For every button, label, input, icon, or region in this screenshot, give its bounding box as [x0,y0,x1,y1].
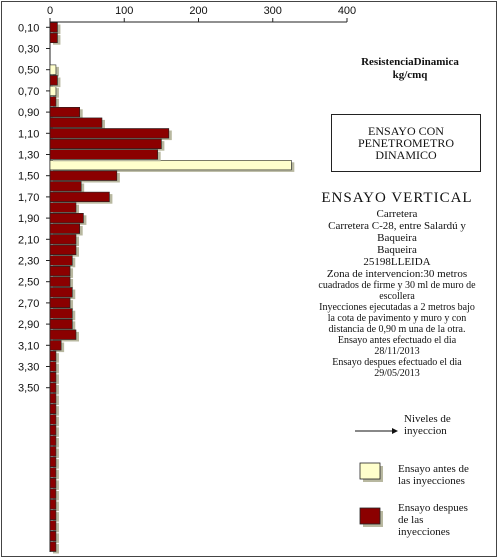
x-tick-label: 0 [46,5,54,17]
y-tick-label: 3,30 [18,361,40,374]
legend-arrow-line-2: inyeccion [404,425,447,437]
legend-after-label [398,502,468,538]
after-bar [50,436,56,446]
info-line: Carretera C-28, entre Salardú y [328,220,466,232]
after-bar [50,76,57,86]
after-bar [50,139,161,149]
before-bar [50,160,291,170]
info-line: Baqueira [377,232,417,244]
x-tick-label: 200 [189,5,208,17]
legend-before-swatch [360,463,380,479]
y-tick-label: 1,30 [18,149,40,162]
y-tick-label: 2,30 [18,255,40,268]
after-bar [50,192,109,202]
series-after-bars [50,23,172,554]
legend-after-swatch [360,508,380,524]
after-bar [50,319,72,329]
y-tick-label: 0,30 [18,43,40,56]
y-tick-label: 0,90 [18,107,40,120]
title-line-2: PENETROMETRO [358,136,454,150]
after-bar [50,521,56,531]
after-bar [50,510,56,520]
after-bar [50,542,56,552]
info-line: cuadrados de firme y 30 ml de muro de [318,280,476,291]
after-bar [50,129,169,139]
after-bar [50,362,56,372]
info-line: Zona de intervencion:30 metros [326,268,468,280]
info-heading: ENSAYO VERTICAL [321,190,473,206]
y-tick-label: 2,90 [18,319,40,332]
after-bar [50,531,56,541]
info-line: Ensayo despues efectuado el dia [332,357,462,368]
y-tick-label: 1,90 [18,213,40,226]
after-bar [50,383,56,393]
after-bar [50,415,56,425]
info-line: la cota de pavimento y muro y con [327,313,467,324]
after-bar [50,309,72,319]
after-bar [50,404,56,414]
info-line: 25198LLEIDA [363,256,431,268]
after-bar [50,288,72,298]
x-tick-label: 300 [263,5,282,17]
y-tick-label: 2,50 [18,276,40,289]
legend-before-line-2: las inyecciones [398,475,465,487]
test-info-panel [300,190,494,379]
after-bar [50,23,57,33]
y-tick-label: 1,10 [18,128,40,141]
y-tick-label: 1,50 [18,170,40,183]
units-line-2: kg/cmq [392,69,428,81]
legend-marks [355,428,398,527]
after-bar [50,372,56,382]
y-tick-label: 3,50 [18,382,40,395]
units-line-1: ResistenciaDinamica [361,56,459,68]
test-title-box [331,114,481,172]
after-bar [50,266,70,276]
title-line-1: ENSAYO CON [368,124,444,138]
x-axis-ticks [47,5,356,22]
before-bar [50,65,56,75]
y-tick-label: 0,10 [18,22,40,35]
after-bar [50,150,158,160]
after-bar [50,330,76,340]
y-tick-label: 2,10 [18,234,40,247]
after-bar [50,394,56,404]
legend-before-line-1: Ensayo antes de [398,463,469,475]
after-bar [50,224,80,234]
info-line: escollera [379,291,415,302]
info-line: Inyecciones ejecutadas a 2 metros bajo [319,302,475,313]
after-bar [50,203,76,213]
after-bar [50,245,76,255]
y-axis-ticks [18,22,50,394]
arrow-right-icon [392,428,398,434]
before-bar [50,86,56,96]
after-bar [50,489,56,499]
after-bar [50,447,56,457]
after-bar [50,235,76,245]
info-line: Ensayo antes efectuado el dia [337,335,457,346]
after-bar [50,33,57,43]
y-tick-label: 1,70 [18,191,40,204]
legend-before-label [398,463,469,487]
after-bar [50,341,61,351]
after-bar [50,107,80,117]
after-bar [50,277,70,287]
x-tick-label: 400 [337,5,357,17]
y-tick-label: 3,10 [18,340,40,353]
info-line: Baqueira [377,244,417,256]
info-line: 28/11/2013 [374,346,420,357]
title-line-3: DINAMICO [375,148,437,162]
after-bar [50,478,56,488]
info-line: distancia de 0,90 m una de la otra. [328,324,466,335]
legend-arrow-line-1: Niveles de [404,413,451,425]
y-tick-label: 2,70 [18,297,40,310]
info-line: 29/05/2013 [374,368,420,379]
y-tick-label: 0,50 [18,64,40,77]
after-bar [50,351,56,361]
x-tick-label: 100 [115,5,134,17]
after-bar [50,97,56,107]
after-bar [50,298,70,308]
legend-after-line-1: Ensayo despues [398,502,468,514]
after-bar [50,118,102,128]
after-bar [50,213,83,223]
after-bar [50,182,81,192]
chart-units-title [335,56,485,82]
y-tick-label: 0,70 [18,85,40,98]
after-bar [50,457,56,467]
legend-arrow-label [404,413,451,437]
after-bar [50,256,72,266]
after-bar [50,171,117,181]
legend-after-line-3: inyecciones [398,526,450,538]
after-bar [50,500,56,510]
after-bar [50,425,56,435]
after-bar [50,468,56,478]
info-line: Carretera [376,208,418,220]
legend-after-line-2: de las [398,514,424,526]
